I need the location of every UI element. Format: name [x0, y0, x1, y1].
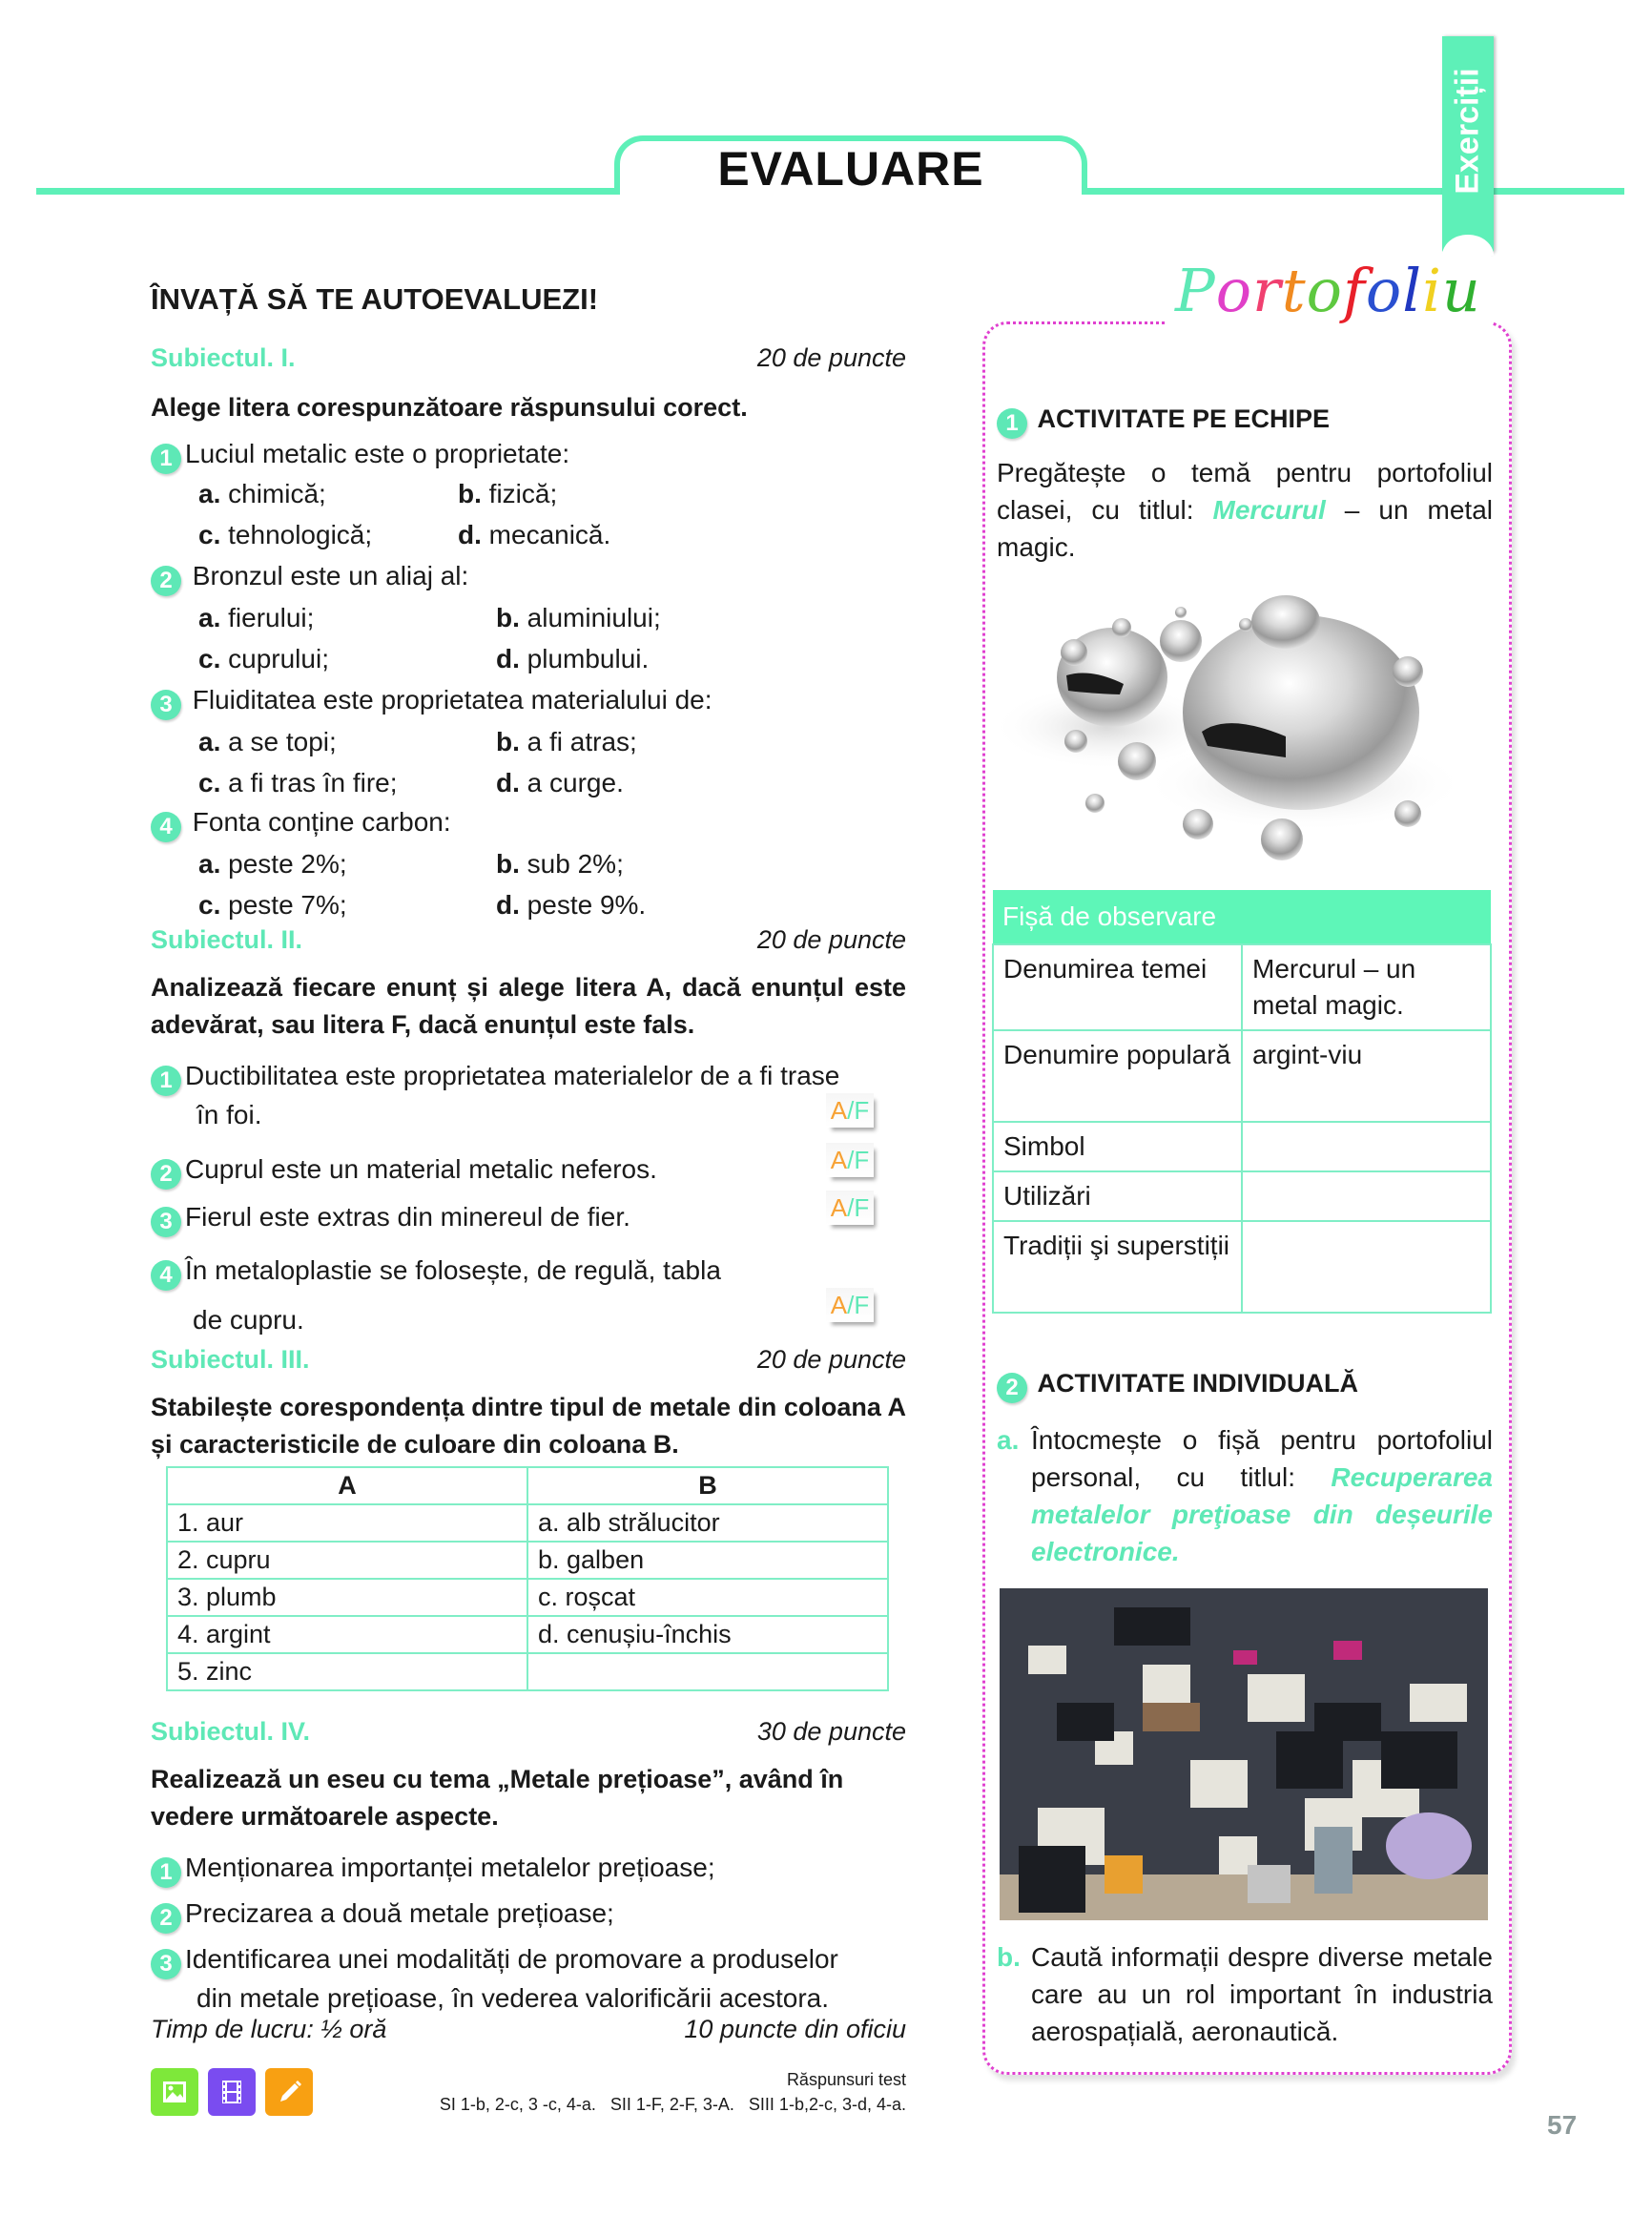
option[interactable]: c. cuprului; — [198, 644, 329, 673]
activity2-item-a: a. Întocmește o fișă pentru portofoliul personal, cu titlul: Recuperarea metalelor preţioase din deșeurile electronice. — [997, 1425, 1493, 1566]
subject1-instruction: Alege litera corespunzătoare răspunsului corect. — [151, 393, 748, 422]
activity1-text: Pregătește o temă pentru portofoliul clasei, cu titlul: Mercurul – un metal magic. — [997, 458, 1493, 562]
table-row: Denumire populară argint-viu — [993, 1030, 1491, 1122]
title-letter: o — [1215, 256, 1253, 325]
activity2-heading: 2 ACTIVITATE INDIVIDUALĂ — [997, 1369, 1493, 1403]
number-badge: 2 — [151, 566, 181, 596]
subject-points: 20 de puncte — [756, 343, 906, 372]
essay-item-3: 3 Identificarea unei modalități de promovare a produselor din metale prețioase, în vederea valorificării acestora. — [151, 1940, 906, 2018]
subject-title: Subiectul. I. — [151, 343, 296, 372]
table-row: 1. aur a. alb strălucitor — [167, 1504, 888, 1542]
option[interactable]: c. tehnologică; — [198, 520, 373, 549]
page-title: EVALUARE — [717, 142, 984, 196]
number-badge: 3 — [151, 1207, 181, 1237]
film-icon[interactable] — [208, 2068, 256, 2116]
title-letter: r — [1252, 256, 1282, 325]
option[interactable]: b. aluminiului; — [496, 603, 661, 632]
mercury-image — [1000, 584, 1497, 875]
working-time: Timp de lucru: ½ oră — [151, 2015, 387, 2043]
table-row: Simbol — [993, 1122, 1491, 1171]
observation-sheet-title: Fișă de observare — [993, 890, 1491, 944]
editable-cell[interactable]: Mercurul – un metal magic. — [1242, 944, 1491, 1030]
pencil-icon[interactable] — [265, 2068, 313, 2116]
image-icon[interactable] — [151, 2068, 198, 2116]
number-badge: 3 — [151, 1949, 181, 1979]
title-letter: o — [1365, 256, 1403, 325]
title-letter: P — [1175, 256, 1216, 325]
option[interactable]: b. fizică; — [458, 479, 558, 508]
time-and-bonus — [151, 2015, 906, 2044]
subject-points: 20 de puncte — [756, 1345, 906, 1374]
subject4-instruction: Realizează un eseu cu tema „Metale prețioase”, având în vedere următoarele aspecte. — [151, 1765, 844, 1831]
portfolio-title — [1166, 256, 1491, 325]
table-row: 3. plumb c. roșcat — [167, 1579, 888, 1616]
answer-key-text: SI 1-b, 2-c, 3 -c, 4-a. SII 1-F, 2-F, 3-A. SIII 1-b,2-c, 3-d, 4-a. — [439, 2095, 906, 2114]
number-badge: 4 — [151, 1260, 181, 1291]
option[interactable]: d. peste 9%. — [496, 890, 647, 920]
header-rule-left — [36, 188, 618, 195]
subject-title: Subiectul. IV. — [151, 1717, 311, 1746]
table-row: 2. cupru b. galben — [167, 1542, 888, 1579]
statement-3: 3 Fierul este extras din minereul de fier. — [151, 1198, 906, 1237]
question-3 — [151, 681, 906, 720]
essay-item-2: 2 Precizarea a două metale prețioase; — [151, 1895, 906, 1934]
column-header: B — [527, 1467, 888, 1504]
title-letter: f — [1342, 256, 1366, 325]
topic-highlight: Recuperarea metalelor preţioase din deșeurile electronice. — [1031, 1462, 1493, 1566]
activity2-item-b: b. Caută informații despre diverse metale care au un rol important în industria aerospațială, aeronautică. — [997, 1942, 1493, 2046]
subject3-instruction: Stabilește corespondența dintre tipul de metale din coloana A și caracteristicile de culoare din coloana B. — [151, 1393, 906, 1459]
true-false-choice[interactable]: A/F — [826, 1093, 874, 1128]
subject-title: Subiectul. III. — [151, 1345, 310, 1374]
editable-cell[interactable] — [1242, 1221, 1491, 1313]
ribbon-label: Exerciții — [1449, 67, 1486, 195]
option[interactable]: b. a fi atras; — [496, 727, 637, 756]
subject3-header — [151, 1345, 906, 1375]
main-heading: ÎNVAȚĂ SĂ TE AUTOEVALUEZI! — [151, 282, 599, 316]
subject4-header — [151, 1717, 906, 1747]
number-badge: 1 — [997, 408, 1027, 439]
option[interactable]: b. sub 2%; — [496, 849, 624, 879]
ewaste-image — [1000, 1588, 1488, 1920]
title-letter: i — [1422, 256, 1442, 325]
true-false-choice[interactable]: A/F — [826, 1288, 874, 1322]
option[interactable]: d. plumbului. — [496, 644, 650, 673]
subject-points: 20 de puncte — [756, 925, 906, 954]
subject-title: Subiectul. II. — [151, 925, 303, 954]
table-row: Tradiții şi superstiții — [993, 1221, 1491, 1313]
title-letter: u — [1441, 256, 1481, 325]
question-text: Fonta conține carbon: — [192, 807, 451, 837]
question-1 — [151, 435, 906, 474]
topic-highlight: Mercurul — [1212, 495, 1326, 525]
section-ribbon — [1442, 36, 1494, 254]
true-false-choice[interactable]: A/F — [826, 1143, 874, 1177]
number-badge: 4 — [151, 812, 181, 842]
table-row: Denumirea temei Mercurul – un metal magic. — [993, 944, 1491, 1030]
number-badge: 2 — [151, 1903, 181, 1934]
option[interactable]: a. a se topi; — [198, 727, 337, 756]
option[interactable]: a. fierului; — [198, 603, 315, 632]
essay-item-1: 1 Menționarea importanței metalelor prețioase; — [151, 1849, 906, 1888]
bonus-points: 10 puncte din oficiu — [684, 2015, 906, 2043]
title-letter: o — [1306, 256, 1343, 325]
question-4-options — [198, 843, 794, 925]
matching-table — [166, 1466, 889, 1691]
table-row: Utilizări — [993, 1171, 1491, 1221]
number-badge: 3 — [151, 690, 181, 720]
question-2 — [151, 557, 906, 596]
question-text: Luciul metalic este o proprietate: — [185, 439, 570, 468]
option[interactable]: a. peste 2%; — [198, 849, 347, 879]
question-text: Bronzul este un aliaj al: — [192, 561, 469, 590]
statement-1: 1 Ductibilitatea este proprietatea materialelor de a fi trase în foi. — [151, 1057, 906, 1134]
option[interactable]: d. a curge. — [496, 768, 624, 797]
number-badge: 2 — [997, 1373, 1027, 1403]
header-rule-right — [1085, 188, 1624, 195]
subject2-instruction: Analizează fiecare enunț și alege litera A, dacă enunțul este adevărat, sau litera F, dacă enunțul este fals. — [151, 973, 906, 1039]
observation-sheet — [992, 890, 1492, 1314]
activity1-heading: 1 ACTIVITATE PE ECHIPE — [997, 404, 1493, 439]
option[interactable]: c. peste 7%; — [198, 890, 347, 920]
column-header: A — [167, 1467, 527, 1504]
question-3-options — [198, 721, 794, 803]
statement-4: 4 În metaloplastie se folosește, de regulă, tabla de cupru. — [151, 1246, 906, 1345]
question-1-options — [198, 473, 755, 555]
editable-cell[interactable] — [1242, 1122, 1491, 1171]
page-number: 57 — [1547, 2110, 1578, 2140]
option[interactable]: d. mecanică. — [458, 520, 611, 549]
question-2-options — [198, 597, 794, 679]
editable-cell[interactable]: argint-viu — [1242, 1030, 1491, 1122]
answer-key-title: Răspunsuri test — [786, 2070, 906, 2089]
number-badge: 1 — [151, 1066, 181, 1096]
editable-cell[interactable] — [1242, 1171, 1491, 1221]
number-badge: 1 — [151, 444, 181, 474]
statement-2: 2 Cuprul este un material metalic neferos. — [151, 1150, 906, 1190]
subject2-header — [151, 925, 906, 955]
title-letter: l — [1402, 256, 1423, 325]
answer-key — [440, 2067, 906, 2117]
table-row: 5. zinc — [167, 1653, 888, 1690]
true-false-choice[interactable]: A/F — [826, 1191, 874, 1225]
number-badge: 2 — [151, 1159, 181, 1190]
question-4 — [151, 803, 906, 842]
subject1-header — [151, 343, 906, 373]
number-badge: 1 — [151, 1857, 181, 1888]
option[interactable]: c. a fi tras în fire; — [198, 768, 398, 797]
subject-points: 30 de puncte — [756, 1717, 906, 1746]
resource-icons — [151, 2068, 313, 2116]
table-row: 4. argint d. cenușiu-închis — [167, 1616, 888, 1653]
option[interactable]: a. chimică; — [198, 479, 326, 508]
title-letter: t — [1281, 256, 1307, 325]
question-text: Fluiditatea este proprietatea materialului de: — [192, 685, 712, 715]
